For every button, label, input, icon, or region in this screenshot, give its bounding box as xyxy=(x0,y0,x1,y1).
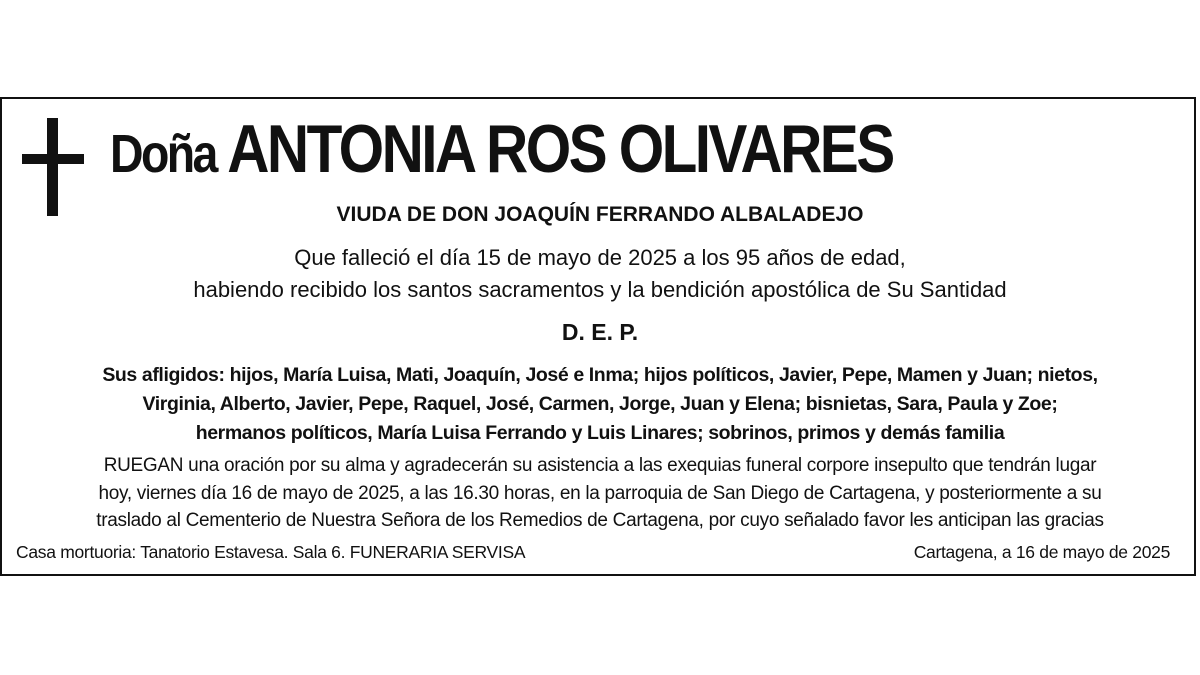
request-line: traslado al Cementerio de Nuestra Señora de los Remedios de Cartagena, por cuyo señalado favor les anticipan las gracias xyxy=(96,510,1104,531)
family-line: Virginia, Alberto, Javier, Pepe, Raquel, José, Carmen, Jorge, Juan y Elena; bisnietas, Sara, Paula y Zoe; xyxy=(142,393,1058,415)
place-date: Cartagena, a 16 de mayo de 2025 xyxy=(913,542,1170,562)
widow-of-line: VIUDA DE DON JOAQUÍN FERRANDO ALBALADEJO xyxy=(336,203,864,226)
deceased-name-heading xyxy=(110,107,893,196)
family-line: Sus afligidos: hijos, María Luisa, Mati, Joaquín, José e Inma; hijos políticos, Javier, Pepe, Mamen y Juan; nietos, xyxy=(102,364,1098,386)
death-line: Que falleció el día 15 de mayo de 2025 a los 95 años de edad, xyxy=(294,245,906,270)
death-line: habiendo recibido los santos sacramentos y la bendición apostólica de Su Santidad xyxy=(193,277,1007,302)
rip-line: D. E. P. xyxy=(561,319,639,345)
funeral-home-info: Casa mortuoria: Tanatorio Estavesa. Sala 6. FUNERARIA SERVISA xyxy=(16,542,526,562)
request-line: hoy, viernes día 16 de mayo de 2025, a las 16.30 horas, en la parroquia de San Diego de Cartagena, y posteriormente a su xyxy=(98,482,1102,504)
family-line: hermanos políticos, María Luisa Ferrando y Luis Linares; sobrinos, primos y demás familia xyxy=(195,422,1005,444)
funeral-request xyxy=(2,452,1198,535)
honorific: Doña xyxy=(110,124,216,184)
request-line: RUEGAN una oración por su alma y agradecerán su asistencia a las exequias funeral corpore insepulto que tendrán lugar xyxy=(103,455,1097,476)
death-details xyxy=(2,242,1198,306)
deceased-name: ANTONIA ROS OLIVARES xyxy=(227,111,893,187)
family-list xyxy=(2,361,1198,448)
obituary-notice xyxy=(0,97,1196,576)
